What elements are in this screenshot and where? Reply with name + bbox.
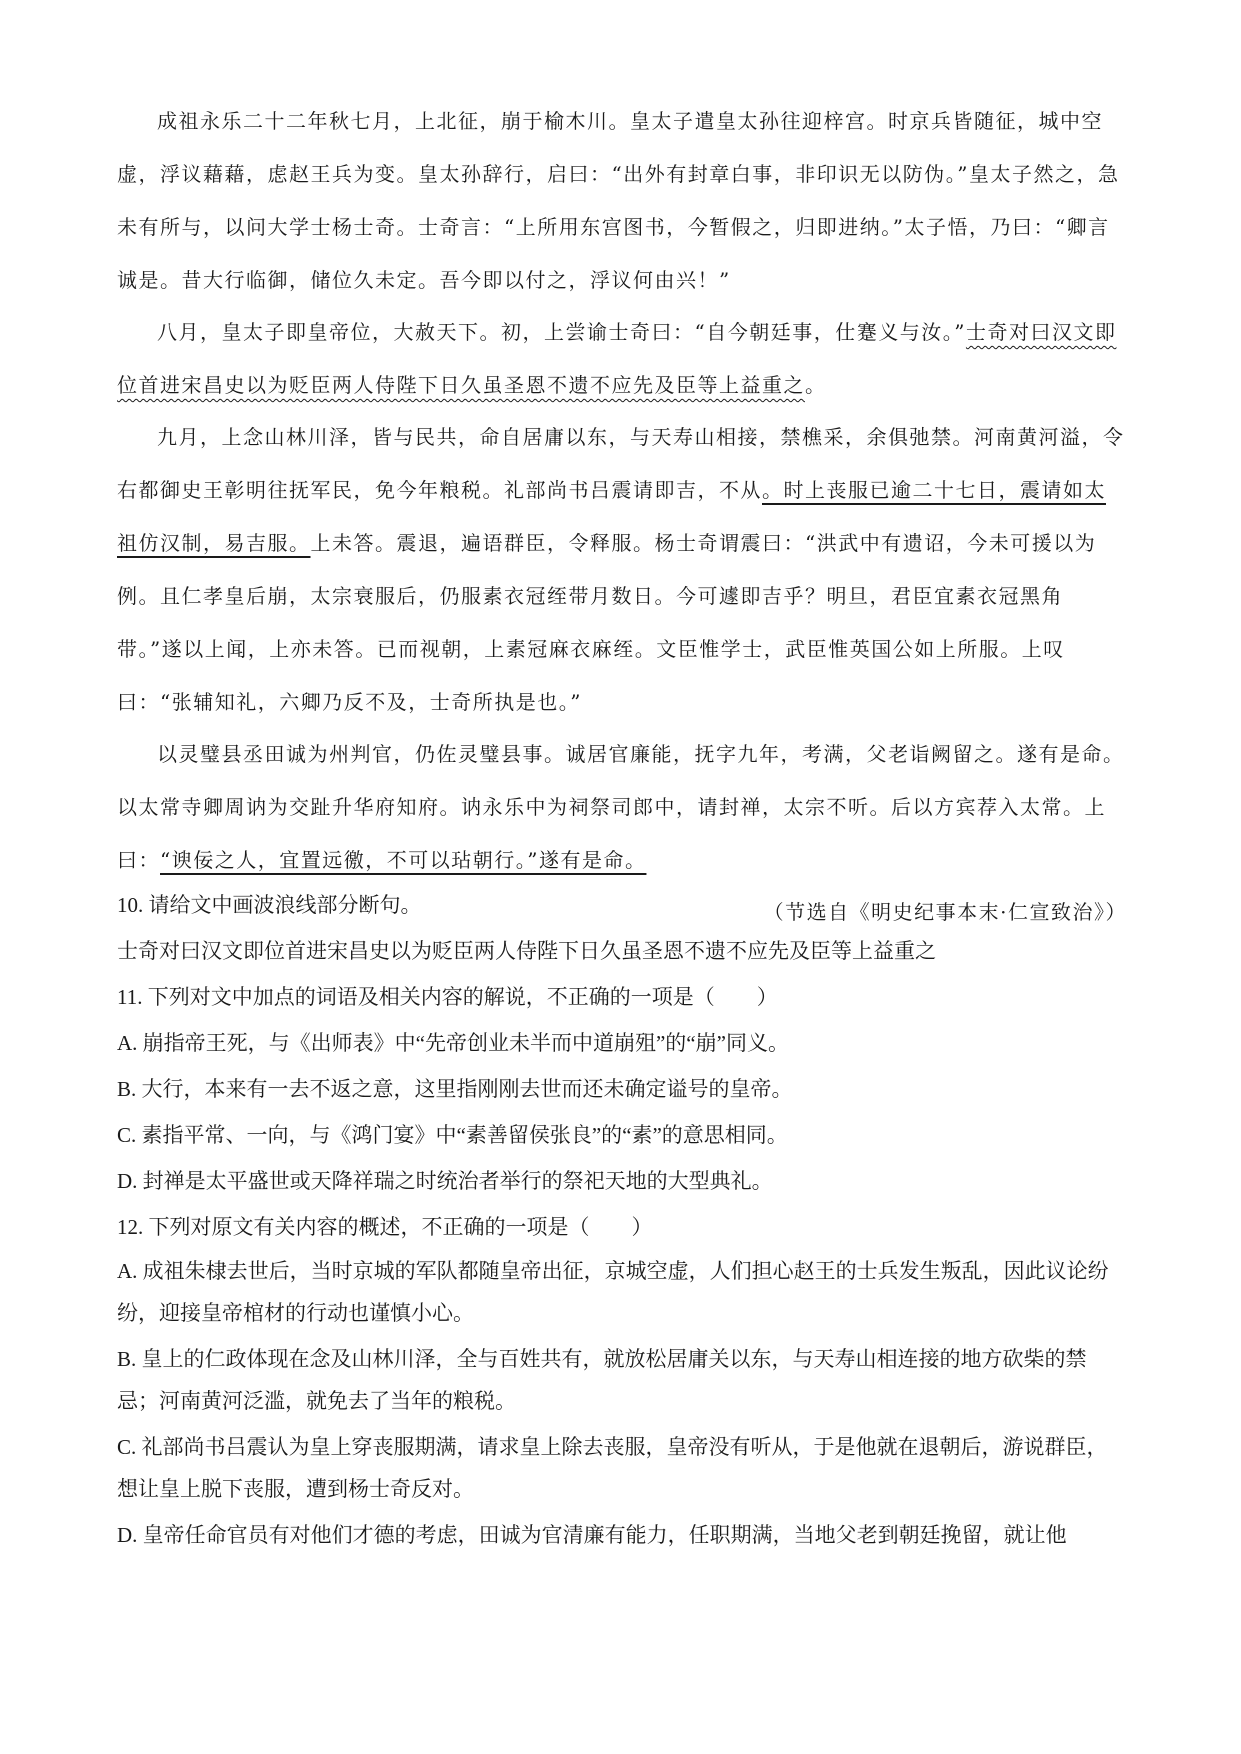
question-12-option-a: A. 成祖朱棣去世后，当时京城的军队都随皇帝出征，京城空虚，人们担心赵王的士兵发生叛乱，因此议论纷纷，迎接皇帝棺材的行动也谨慎小心。 — [117, 1259, 1109, 1325]
questions-section — [117, 882, 1127, 1560]
question-12-option-d: D. 皇帝任命官员有对他们才德的考虑，田诚为官清廉有能力，任职期满，当地父老到朝廷挽留，就让他 — [117, 1523, 1067, 1547]
question-12-option-c: C. 礼部尚书吕震认为皇上穿丧服期满，请求皇上除去丧服，皇帝没有听从，于是他就在退朝后，游说群臣，想让皇上脱下丧服，遭到杨士奇反对。 — [117, 1435, 1108, 1501]
passage-paragraph-1: 成祖永乐二十二年秋七月，上北征，崩于榆木川。皇太子遣皇太孙往迎梓宫。时京兵皆随征，城中空虚，浮议藉藉，虑赵王兵为变。皇太孙辞行，启曰：“出外有封章白事，非印识无以防伪。”皇太子然之，急未有所与，以问大学士杨士奇。士奇言：“上所用东宫图书，今暂假之，归即进纳。”太子悟，乃曰：“卿言诚是。昔大行临御，储位久未定。吾今即以付之，浮议何由兴！” — [117, 109, 1120, 292]
question-10-text: 士奇对曰汉文即位首进宋昌史以为贬臣两人侍陛下日久虽圣恩不遗不应先及臣等上益重之 — [117, 939, 936, 963]
question-11-option-c: C. 素指平常、一向，与《鸿门宴》中“素善留侯张良”的“素”的意思相同。 — [117, 1123, 788, 1147]
passage-source: （节选自《明史纪事本末·仁宣致治》） — [763, 900, 1127, 924]
question-12-option-b: B. 皇上的仁政体现在念及山林川泽，全与百姓共有，就放松居庸关以东，与天寿山相连接的地方砍柴的禁忌；河南黄河泛滥，就免去了当年的粮税。 — [117, 1347, 1087, 1413]
question-12: 12. 下列对原文有关内容的概述，不正确的一项是（ ） — [117, 1215, 653, 1239]
question-11-option-d: D. 封禅是太平盛世或天降祥瑞之时统治者举行的祭祀天地的大型典礼。 — [117, 1169, 773, 1193]
question-11: 11. 下列对文中加点的词语及相关内容的解说，不正确的一项是（ ） — [117, 985, 778, 1009]
wavy-underlined-text: 士奇对曰汉文即位首进宋昌史以为贬臣两人侍陛下日久虽圣恩不遗不应先及臣等上益重之 — [117, 320, 1117, 397]
question-10: 10. 请给文中画波浪线部分断句。 — [117, 893, 422, 917]
underlined-sentence: “谀佞之人，宜置远徼，不可以玷朝行。”遂有是命。 — [160, 848, 647, 872]
passage-paragraph-2: 八月，皇太子即皇帝位，大赦天下。初，上尝谕士奇曰：“自今朝廷事，仕蹇义与汝。”士奇对曰汉文即位首进宋昌史以为贬臣两人侍陛下日久虽圣恩不遗不应先及臣等上益重之。 — [117, 320, 1117, 397]
classical-passage — [117, 95, 1127, 939]
question-11-option-a: A. 崩指帝王死，与《出师表》中“先帝创业未半而中道崩殂”的“崩”同义。 — [117, 1031, 789, 1055]
passage-paragraph-3: 九月，上念山林川泽，皆与民共，命自居庸以东，与天寿山相接，禁樵采，余俱弛禁。河南黄河溢，令右都御史王彰明往抚军民，免今年粮税。礼部尚书吕震请即吉，不从。时上丧服已逾二十七日，震请如太祖仿汉制，易吉服。上未答。震退，遍语群臣，令释服。杨士奇谓震曰：“洪武中有遗诏，今未可援以为例。且仁孝皇后崩，太宗衰服后，仍服素衣冠绖带月数日。今可遽即吉乎？明旦，君臣宜素衣冠黑角带。”遂以上闻，上亦未答。已而视朝，上素冠麻衣麻绖。文臣惟学士，武臣惟英国公如上所服。上叹曰：“张辅知礼，六卿乃反不及，士奇所执是也。” — [117, 425, 1125, 714]
question-11-option-b: B. 大行，本来有一去不返之意，这里指刚刚去世而还未确定谥号的皇帝。 — [117, 1077, 793, 1101]
passage-paragraph-4: 以灵璧县丞田诚为州判官，仍佐灵璧县事。诚居官廉能，抚字九年，考满，父老诣阙留之。遂有是命。以太常寺卿周讷为交趾升华府知府。讷永乐中为祠祭司郎中，请封禅，太宗不听。后以方宾荐入太常。上曰：“谀佞之人，宜置远徼，不可以玷朝行。”遂有是命。 — [117, 742, 1125, 872]
underlined-sentence: 。时上丧服已逾二十七日，震请如太祖仿汉制，易吉服。 — [117, 478, 1106, 555]
